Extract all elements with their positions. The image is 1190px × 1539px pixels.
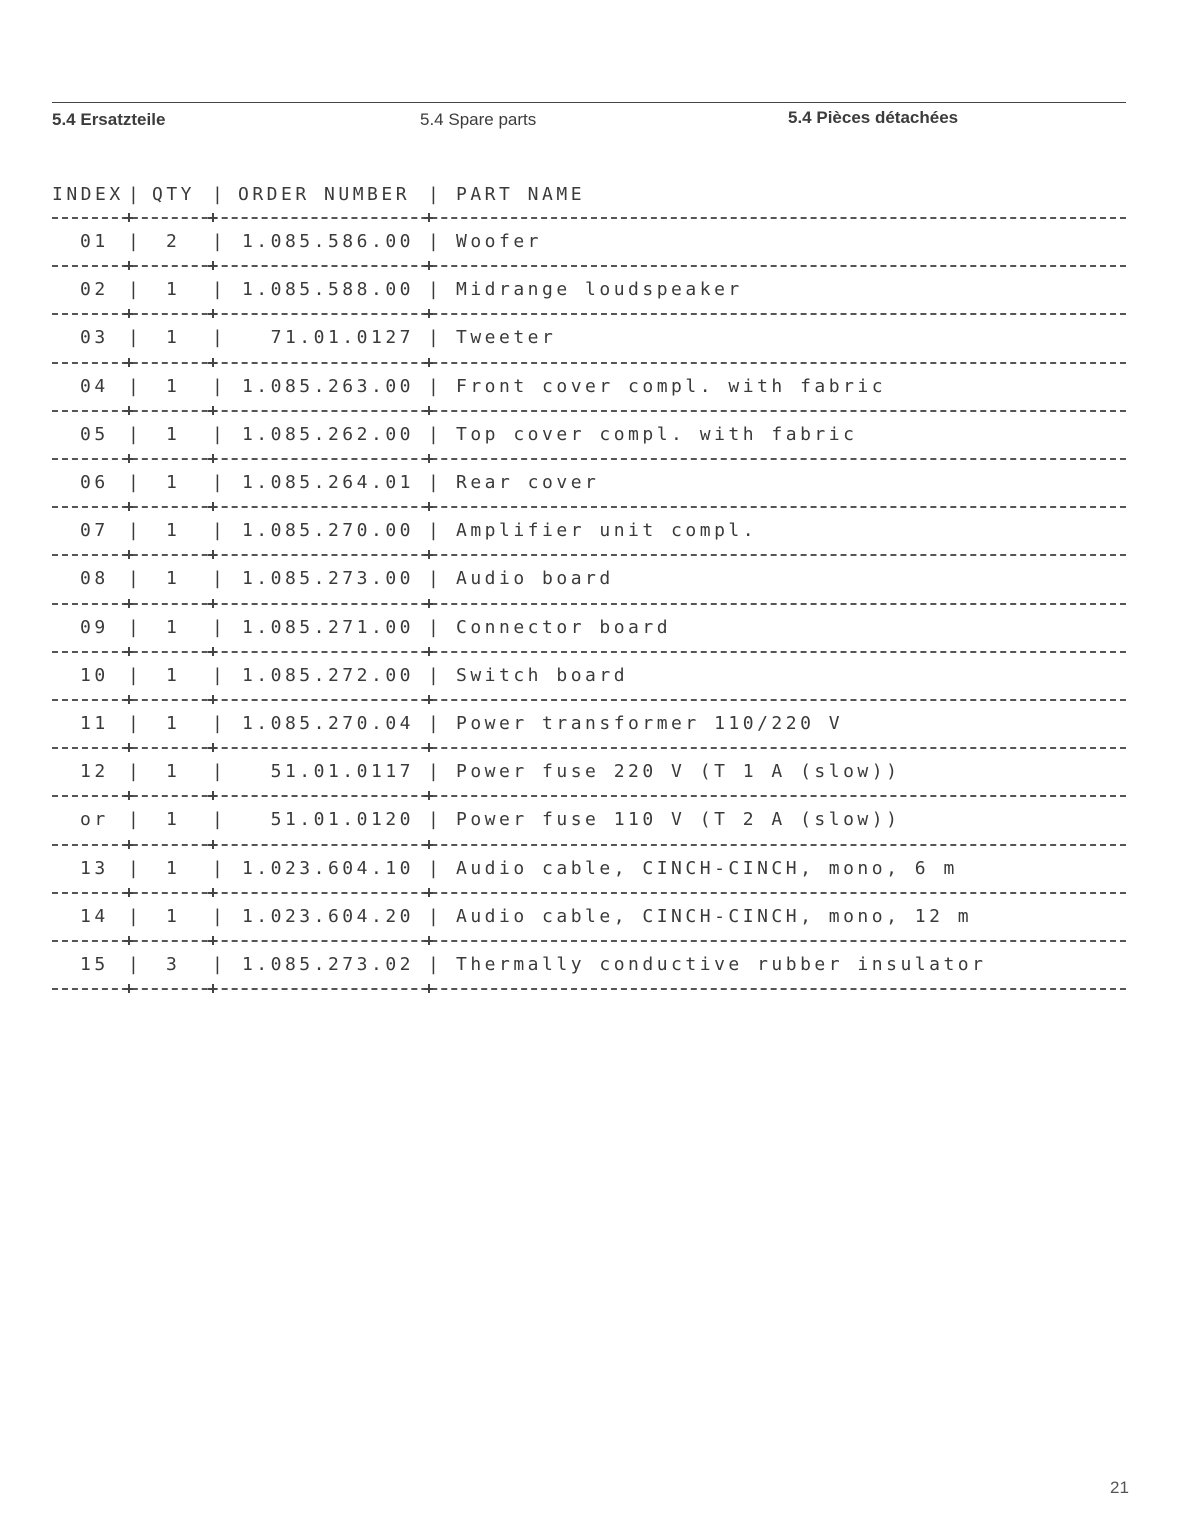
row-divider-junction xyxy=(208,213,217,222)
row-divider-junction xyxy=(424,358,433,367)
column-separator: | xyxy=(212,424,227,445)
row-divider-junction xyxy=(208,743,217,752)
row-divider-junction xyxy=(424,309,433,318)
cell-order-number: 51.01.0117 xyxy=(270,761,414,782)
cell-qty: 1 xyxy=(166,665,181,686)
column-separator: | xyxy=(212,184,227,205)
row-divider-junction xyxy=(424,647,433,656)
column-separator: | xyxy=(212,665,227,686)
row-divider-junction xyxy=(424,406,433,415)
row-divider-junction xyxy=(124,840,133,849)
cell-qty: 1 xyxy=(166,713,181,734)
column-header-index: INDEX xyxy=(52,184,124,205)
cell-qty: 1 xyxy=(166,858,181,879)
row-divider-junction xyxy=(124,261,133,270)
top-rule xyxy=(52,102,1126,103)
cell-order-number: 1.085.264.01 xyxy=(241,472,414,493)
cell-index: 10 xyxy=(80,665,109,686)
cell-index: 15 xyxy=(80,954,109,975)
column-separator: | xyxy=(212,713,227,734)
cell-qty: 1 xyxy=(166,279,181,300)
cell-qty: 1 xyxy=(166,424,181,445)
row-divider-junction xyxy=(424,936,433,945)
cell-order-number: 1.023.604.20 xyxy=(241,906,414,927)
row-divider-junction xyxy=(208,550,217,559)
row-divider-junction xyxy=(424,695,433,704)
cell-order-number: 1.085.273.00 xyxy=(241,568,414,589)
row-divider-junction xyxy=(124,406,133,415)
cell-qty: 1 xyxy=(166,376,181,397)
row-divider-junction xyxy=(424,888,433,897)
column-separator: | xyxy=(428,327,443,348)
column-separator: | xyxy=(212,568,227,589)
cell-part-name: Amplifier unit compl. xyxy=(456,520,758,541)
cell-index: 07 xyxy=(80,520,109,541)
heading-english: 5.4 Spare parts xyxy=(420,110,537,129)
row-divider-junction xyxy=(124,213,133,222)
cell-index: 06 xyxy=(80,472,109,493)
column-separator: | xyxy=(212,327,227,348)
row-divider-junction xyxy=(124,647,133,656)
cell-index: 04 xyxy=(80,376,109,397)
column-separator: | xyxy=(128,279,143,300)
column-separator: | xyxy=(128,761,143,782)
column-separator: | xyxy=(128,376,143,397)
row-divider-junction xyxy=(208,599,217,608)
column-separator: | xyxy=(428,906,443,927)
column-separator: | xyxy=(428,472,443,493)
column-header-part-name: PART NAME xyxy=(456,184,586,205)
heading-french: 5.4 Pièces détachées xyxy=(788,108,959,127)
cell-part-name: Power transformer 110/220 V xyxy=(456,713,844,734)
cell-order-number: 1.085.271.00 xyxy=(241,617,414,638)
column-separator: | xyxy=(428,665,443,686)
cell-part-name: Connector board xyxy=(456,617,672,638)
row-divider-junction xyxy=(208,840,217,849)
row-divider-junction xyxy=(208,358,217,367)
row-divider-junction xyxy=(124,358,133,367)
cell-qty: 1 xyxy=(166,906,181,927)
column-separator: | xyxy=(428,809,443,830)
column-separator: | xyxy=(212,858,227,879)
cell-order-number: 1.085.263.00 xyxy=(241,376,414,397)
row-divider-junction xyxy=(208,309,217,318)
column-separator: | xyxy=(212,906,227,927)
column-separator: | xyxy=(212,376,227,397)
cell-index: 03 xyxy=(80,327,109,348)
row-divider-junction xyxy=(208,502,217,511)
row-divider-junction xyxy=(208,406,217,415)
row-divider-junction xyxy=(208,888,217,897)
column-separator: | xyxy=(128,520,143,541)
cell-order-number: 1.085.586.00 xyxy=(241,231,414,252)
cell-order-number: 1.085.588.00 xyxy=(241,279,414,300)
column-separator: | xyxy=(128,665,143,686)
cell-part-name: Audio board xyxy=(456,568,614,589)
cell-part-name: Switch board xyxy=(456,665,629,686)
column-separator: | xyxy=(128,568,143,589)
column-header-order-number: ORDER NUMBER xyxy=(238,184,411,205)
cell-part-name: Tweeter xyxy=(456,327,557,348)
column-separator: | xyxy=(428,424,443,445)
cell-part-name: Rear cover xyxy=(456,472,600,493)
row-divider-junction xyxy=(424,743,433,752)
cell-qty: 1 xyxy=(166,568,181,589)
column-separator: | xyxy=(428,520,443,541)
cell-order-number: 1.085.272.00 xyxy=(241,665,414,686)
cell-order-number: 1.085.270.00 xyxy=(241,520,414,541)
cell-part-name: Audio cable, CINCH-CINCH, mono, 6 m xyxy=(456,858,958,879)
cell-index: 11 xyxy=(80,713,109,734)
cell-index: 01 xyxy=(80,231,109,252)
row-divider-junction xyxy=(424,550,433,559)
row-divider-junction xyxy=(424,599,433,608)
column-separator: | xyxy=(128,713,143,734)
column-separator: | xyxy=(428,954,443,975)
row-divider-junction xyxy=(424,840,433,849)
cell-qty: 1 xyxy=(166,761,181,782)
row-divider-junction xyxy=(424,261,433,270)
column-separator: | xyxy=(428,279,443,300)
row-divider-junction xyxy=(424,984,433,993)
row-divider-junction xyxy=(124,502,133,511)
row-divider-junction xyxy=(424,502,433,511)
cell-index: 05 xyxy=(80,424,109,445)
row-divider-junction xyxy=(208,791,217,800)
cell-order-number: 1.023.604.10 xyxy=(241,858,414,879)
cell-order-number: 1.085.262.00 xyxy=(241,424,414,445)
row-divider-junction xyxy=(208,695,217,704)
cell-part-name: Top cover compl. with fabric xyxy=(456,424,858,445)
column-separator: | xyxy=(212,520,227,541)
column-separator: | xyxy=(212,231,227,252)
cell-order-number: 71.01.0127 xyxy=(270,327,414,348)
cell-index: 08 xyxy=(80,568,109,589)
cell-order-number: 1.085.273.02 xyxy=(241,954,414,975)
column-separator: | xyxy=(128,858,143,879)
column-separator: | xyxy=(212,809,227,830)
cell-qty: 2 xyxy=(166,231,181,252)
cell-qty: 3 xyxy=(166,954,181,975)
cell-order-number: 51.01.0120 xyxy=(270,809,414,830)
column-separator: | xyxy=(428,568,443,589)
cell-order-number: 1.085.270.04 xyxy=(241,713,414,734)
column-separator: | xyxy=(128,906,143,927)
row-divider-junction xyxy=(124,888,133,897)
cell-part-name: Thermally conductive rubber insulator xyxy=(456,954,987,975)
column-separator: | xyxy=(212,279,227,300)
row-divider-junction xyxy=(208,984,217,993)
column-separator: | xyxy=(212,617,227,638)
row-divider-junction xyxy=(208,454,217,463)
row-divider-junction xyxy=(124,743,133,752)
column-separator: | xyxy=(428,376,443,397)
cell-part-name: Audio cable, CINCH-CINCH, mono, 12 m xyxy=(456,906,973,927)
cell-part-name: Midrange loudspeaker xyxy=(456,279,743,300)
row-divider-junction xyxy=(424,791,433,800)
row-divider-junction xyxy=(208,647,217,656)
column-separator: | xyxy=(128,231,143,252)
column-separator: | xyxy=(212,954,227,975)
cell-index: 13 xyxy=(80,858,109,879)
heading-german: 5.4 Ersatzteile xyxy=(52,110,166,129)
row-divider-junction xyxy=(124,695,133,704)
cell-qty: 1 xyxy=(166,327,181,348)
row-divider-junction xyxy=(124,454,133,463)
column-separator: | xyxy=(428,761,443,782)
column-separator: | xyxy=(128,954,143,975)
cell-index: 14 xyxy=(80,906,109,927)
column-separator: | xyxy=(128,424,143,445)
cell-qty: 1 xyxy=(166,809,181,830)
row-divider-junction xyxy=(124,984,133,993)
cell-part-name: Woofer xyxy=(456,231,543,252)
cell-index: 09 xyxy=(80,617,109,638)
row-divider-junction xyxy=(124,550,133,559)
column-separator: | xyxy=(212,761,227,782)
row-divider-junction xyxy=(424,454,433,463)
column-separator: | xyxy=(128,184,143,205)
cell-index: or xyxy=(80,809,109,830)
cell-qty: 1 xyxy=(166,520,181,541)
cell-index: 02 xyxy=(80,279,109,300)
column-separator: | xyxy=(128,472,143,493)
cell-index: 12 xyxy=(80,761,109,782)
column-separator: | xyxy=(428,231,443,252)
column-header-qty: QTY xyxy=(152,184,196,205)
row-divider-junction xyxy=(208,261,217,270)
column-separator: | xyxy=(428,184,443,205)
cell-qty: 1 xyxy=(166,472,181,493)
row-divider-junction xyxy=(124,791,133,800)
cell-qty: 1 xyxy=(166,617,181,638)
column-separator: | xyxy=(128,809,143,830)
row-divider-junction xyxy=(124,936,133,945)
row-divider-junction xyxy=(424,213,433,222)
cell-part-name: Power fuse 220 V (T 1 A (slow)) xyxy=(456,761,901,782)
column-separator: | xyxy=(128,617,143,638)
row-divider-junction xyxy=(208,936,217,945)
cell-part-name: Power fuse 110 V (T 2 A (slow)) xyxy=(456,809,901,830)
cell-part-name: Front cover compl. with fabric xyxy=(456,376,887,397)
page-number: 21 xyxy=(1110,1478,1129,1497)
column-separator: | xyxy=(428,617,443,638)
column-separator: | xyxy=(428,713,443,734)
row-divider-junction xyxy=(124,599,133,608)
row-divider-junction xyxy=(124,309,133,318)
column-separator: | xyxy=(212,472,227,493)
column-separator: | xyxy=(128,327,143,348)
column-separator: | xyxy=(428,858,443,879)
